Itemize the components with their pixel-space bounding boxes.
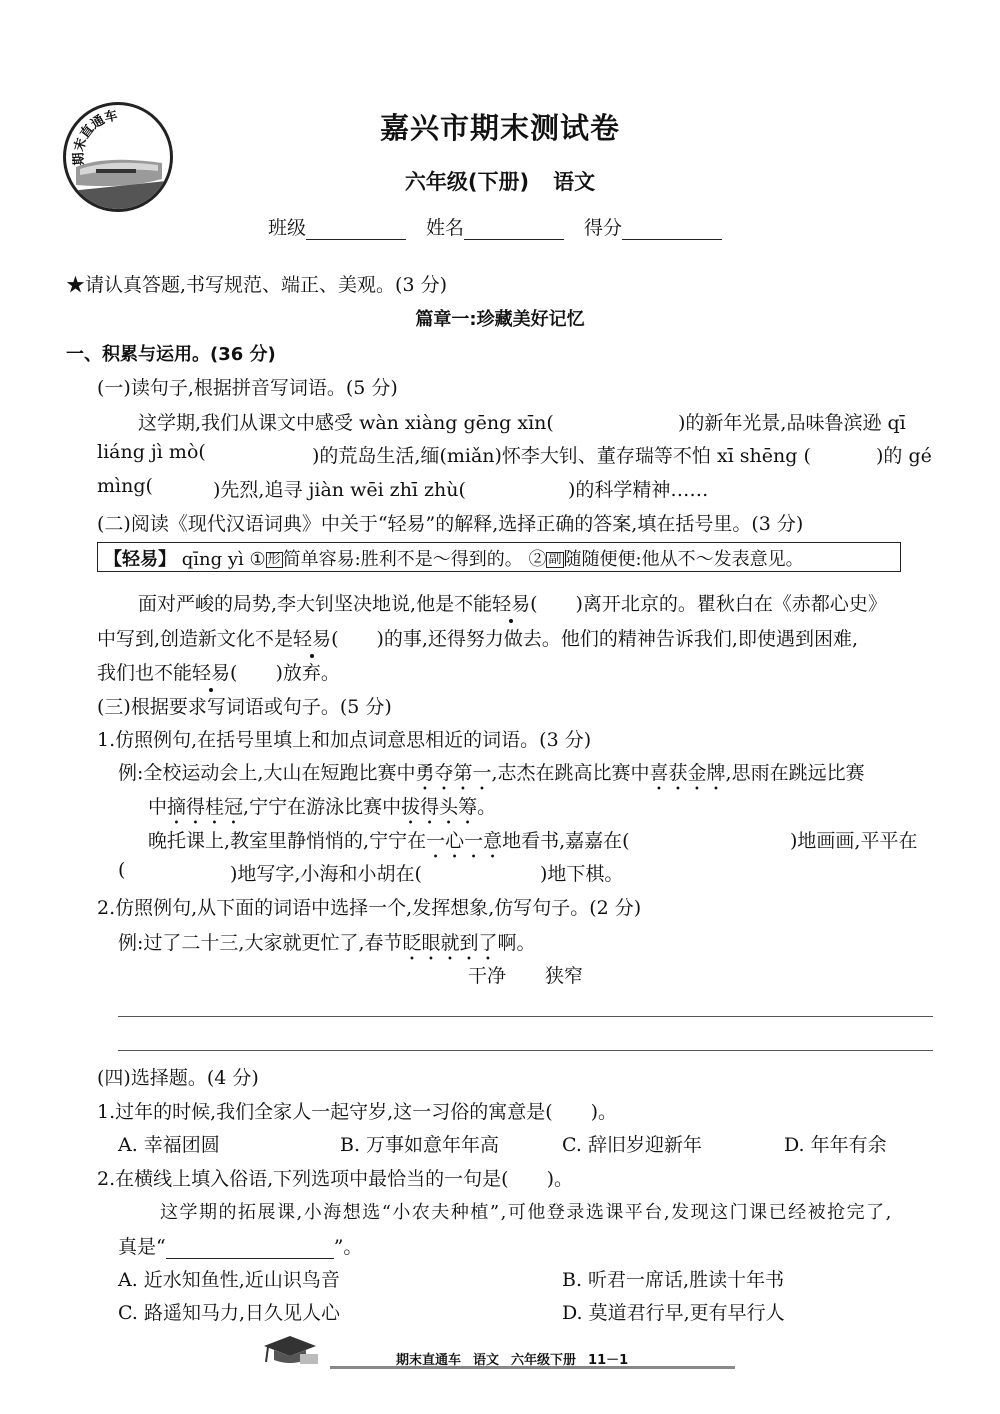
part3-q1: 1.仿照例句,在括号里填上和加点词意思相近的词语。(3 分) xyxy=(97,729,592,751)
graduation-cap-icon xyxy=(256,1332,326,1373)
example1-line2 xyxy=(148,792,496,829)
exercise1-line1 xyxy=(148,826,630,863)
word-choice-2: 狭窄 xyxy=(545,965,584,987)
exercise1-line1-end: )地画画,平平在 xyxy=(790,830,918,852)
q2-option-a[interactable]: A. 近水知鱼性,近山识鸟音 xyxy=(118,1269,340,1291)
dotted-word: 眨眼就到了 xyxy=(402,932,498,954)
text: 中写到,创造新文化不是 xyxy=(97,628,294,650)
q1-option-d[interactable]: D. 年年有余 xyxy=(784,1134,887,1156)
part2-para-line3 xyxy=(97,658,340,685)
text: ,思雨在跳远比赛 xyxy=(725,762,865,784)
chapter-heading: 篇章一:珍藏美好记忆 xyxy=(415,309,585,330)
score-field[interactable] xyxy=(622,221,722,240)
dotted-word: 一心一意 xyxy=(426,830,503,852)
text: 真是“ xyxy=(118,1236,166,1258)
footer-grade: 六年级下册 xyxy=(511,1353,577,1368)
part1-line2-start: liáng jì mò( xyxy=(97,441,206,463)
part2-para-line1 xyxy=(138,589,887,616)
text: ”。 xyxy=(333,1236,363,1258)
dotted-word: 轻易 xyxy=(492,589,530,616)
keyword-qingyi xyxy=(492,593,530,615)
score-label: 得分 xyxy=(584,217,623,239)
text: 中 xyxy=(148,796,168,818)
footer-page-number: 11－1 xyxy=(588,1353,629,1368)
dict-num1: ① xyxy=(249,549,266,570)
dict-def1: 简单容易:胜利不是～得到的。 xyxy=(282,549,523,570)
class-label: 班级 xyxy=(268,217,307,239)
dotted-word: 轻易 xyxy=(192,658,230,685)
instructions-note: ★请认真答题,书写规范、端正、美观。(3 分) xyxy=(66,274,447,296)
subject-label: 语文 xyxy=(553,170,596,194)
dict-tag2: 副 xyxy=(548,552,562,567)
part1-line3-start: mìng( xyxy=(97,475,153,497)
dict-pinyin: qīng yì xyxy=(181,549,244,570)
part1-line3-mid: )先烈,追寻 jiàn wēi zhī zhù( xyxy=(213,479,466,501)
example1-line1 xyxy=(118,758,865,795)
fill-blank[interactable] xyxy=(166,1240,334,1259)
q2-option-b[interactable]: B. 听君一席话,胜读十年书 xyxy=(562,1269,785,1291)
part1-line3-end: )的科学精神…… xyxy=(568,479,709,501)
answer-line-1[interactable] xyxy=(118,1016,933,1017)
part3-q2: 2.仿照例句,从下面的词语中选择一个,发挥想象,仿写句子。(2 分) xyxy=(97,897,642,919)
word-choice-1: 干净 xyxy=(468,965,507,987)
part1-line2-end: )的 gé xyxy=(876,445,932,467)
footer-brand: 期末直通车 xyxy=(396,1353,462,1368)
text: 例:全校运动会上,大山在短跑比赛中 xyxy=(118,762,416,784)
part4-heading: (四)选择题。(4 分) xyxy=(97,1067,259,1089)
part3-heading: (三)根据要求写词语或句子。(5 分) xyxy=(97,696,392,718)
example2 xyxy=(118,928,536,965)
text: 。 xyxy=(477,796,497,818)
dotted-word: 喜获金牌 xyxy=(649,762,726,784)
student-info-line xyxy=(268,213,742,240)
page-footer xyxy=(396,1349,640,1368)
text: 我们也不能 xyxy=(97,662,193,684)
class-field[interactable] xyxy=(306,221,406,240)
text: 地看书,嘉嘉在( xyxy=(502,830,630,852)
exercise1-line2-end: )地下棋。 xyxy=(540,863,624,885)
dict-tag1: 形 xyxy=(267,552,281,567)
text: ( )放弃。 xyxy=(230,662,340,684)
dictionary-entry-box xyxy=(97,542,901,572)
dict-num2: ② xyxy=(528,549,547,570)
text: 例:过了二十三,大家就更忙了,春节 xyxy=(118,932,403,954)
part2-para-line2 xyxy=(97,624,858,651)
dotted-word: 勇夺第一 xyxy=(415,762,492,784)
dotted-word: 拔得头筹 xyxy=(401,796,478,818)
part1-heading: (一)读句子,根据拼音写词语。(5 分) xyxy=(97,377,398,399)
text: 啊。 xyxy=(497,932,536,954)
part4-q1: 1.过年的时候,我们全家人一起守岁,这一习俗的寓意是( )。 xyxy=(97,1101,618,1123)
page-title: 嘉兴市期末测试卷 xyxy=(379,111,620,145)
part4-q2: 2.在横线上填入俗语,下列选项中最恰当的一句是( )。 xyxy=(97,1168,573,1190)
name-field[interactable] xyxy=(464,221,564,240)
grade-label: 六年级(下册) xyxy=(404,170,530,194)
exercise1-line2-mid: )地写字,小海和小胡在( xyxy=(230,863,422,885)
q2-option-c[interactable]: C. 路遥知马力,日久见人心 xyxy=(118,1302,340,1324)
dotted-word: 摘得桂冠 xyxy=(167,796,244,818)
q2-option-d[interactable]: D. 莫道君行早,更有早行人 xyxy=(562,1302,785,1324)
part1-line2-mid: )的荒岛生活,缅(miǎn)怀李大钊、董存瑞等不怕 xī shēng ( xyxy=(312,445,811,467)
part2-heading: (二)阅读《现代汉语词典》中关于“轻易”的解释,选择正确的答案,填在括号里。(3 分) xyxy=(97,513,804,535)
text: ( )离开北京的。瞿秋白在《赤都心史》 xyxy=(530,593,887,615)
text: ,宁宁在游泳比赛中 xyxy=(243,796,402,818)
part1-line1-end: )的新年光景,品味鲁滨逊 qī xyxy=(678,412,906,434)
answer-line-2[interactable] xyxy=(118,1050,933,1051)
part1-line1-start: 这学期,我们从课文中感受 wàn xiàng gēng xīn( xyxy=(138,412,554,434)
dict-word: 【轻易】 xyxy=(104,549,176,570)
text: 面对严峻的局势,李大钊坚决地说,他是不能 xyxy=(138,593,493,615)
dotted-word: 轻易 xyxy=(293,624,331,651)
exercise1-line2-start: ( xyxy=(118,859,126,881)
dict-def2: 随随便便:他从不～发表意见。 xyxy=(563,549,804,570)
footer-subject: 语文 xyxy=(473,1353,500,1368)
text: ,志杰在跳高比赛中 xyxy=(491,762,650,784)
q2-passage-line2 xyxy=(118,1232,362,1259)
q1-option-b[interactable]: B. 万事如意年年高 xyxy=(340,1134,500,1156)
name-label: 姓名 xyxy=(426,217,465,239)
section1-heading: 一、积累与运用。(36 分) xyxy=(66,344,276,365)
text: 晚托课上,教室里静悄悄的,宁宁在 xyxy=(148,830,427,852)
logo-text: 期末直通车 xyxy=(71,108,119,166)
text: ( )的事,还得努力做去。他们的精神告诉我们,即使遇到困难, xyxy=(331,628,859,650)
q2-passage-line1: 这学期的拓展课,小海想选“小农夫种植”,可他登录选课平台,发现这门课已经被抢完了, xyxy=(160,1202,893,1223)
page-subtitle xyxy=(0,166,1000,196)
q1-option-c[interactable]: C. 辞旧岁迎新年 xyxy=(562,1134,702,1156)
q1-option-a[interactable]: A. 幸福团圆 xyxy=(118,1134,220,1156)
